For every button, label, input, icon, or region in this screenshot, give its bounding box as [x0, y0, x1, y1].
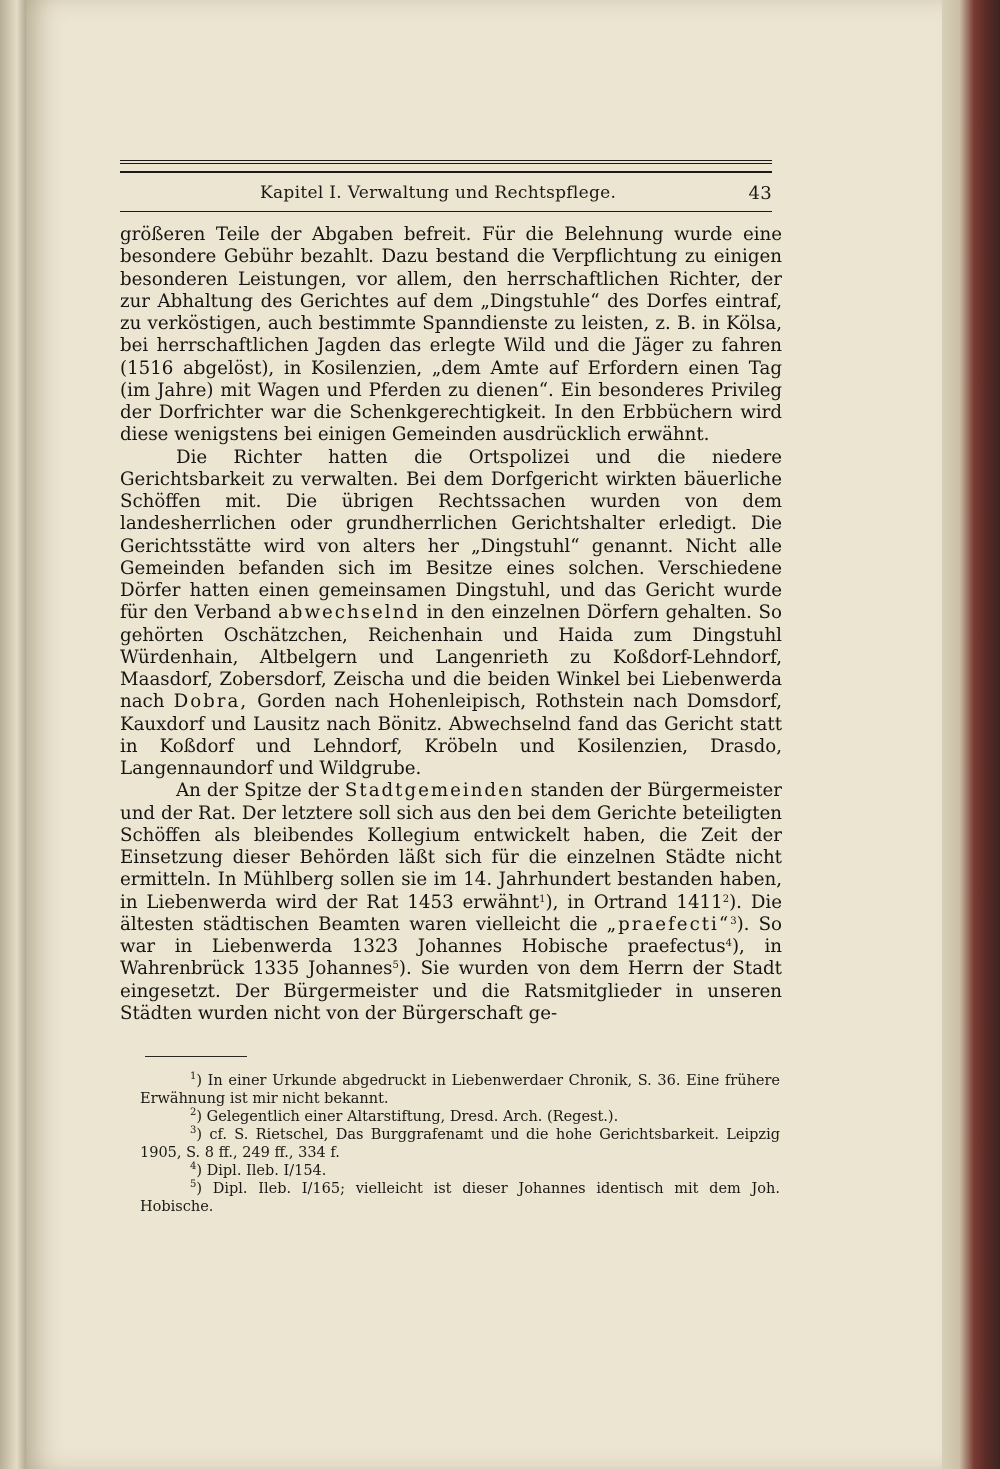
header-rule-bottom — [120, 211, 772, 212]
body-text — [120, 224, 782, 1025]
text-run: An der Spitze der — [176, 780, 339, 802]
text-run: ). So war in Liebenwerda 1323 Johannes Hobische praefectus — [120, 913, 782, 957]
spaced-word: „praefecti“ — [606, 913, 731, 935]
footnote-text: ) In einer Urkunde abgedruckt in Liebenwerdaer Chronik, S. 36. Eine frühere Erwähnung ist mir nicht bekannt. — [140, 1073, 780, 1107]
footnote-marker: 4 — [190, 1161, 197, 1172]
footnote-marker: 5 — [190, 1179, 197, 1190]
paragraph-3 — [120, 780, 782, 1025]
text-run: in den einzelnen Dörfern gehalten. So gehörten Oschätzchen, Reichenhain und Haida zum Dingstuhl Würdenhain, Altbelgern und Langenrieth zu Koßdorf-Lehndorf, Maasdorf, Zobersdorf, Zeischa und die beiden Winkel bei Liebenwerda nach — [120, 602, 782, 713]
text-run: ). Die ältesten städtischen Beamten waren vielleicht die — [120, 891, 782, 935]
spaced-word: abwechselnd — [277, 602, 420, 624]
header-rule — [120, 171, 772, 173]
footnote-5 — [140, 1180, 780, 1216]
text-run: ), in Wahrenbrück 1335 Johannes — [120, 936, 782, 980]
header-row — [120, 181, 772, 211]
footnote-ref[interactable]: 4 — [725, 938, 732, 949]
footnote-text: ) Gelegentlich einer Altarstiftung, Dresd. Arch. (Regest.). — [196, 1109, 619, 1125]
page-number: 43 — [748, 183, 772, 204]
text-run: ), in Ortrand 1411 — [545, 891, 723, 913]
footnote-text: ) Dipl. Ileb. I/165; vielleicht ist dieser Johannes identisch mit dem Joh. Hobische. — [140, 1181, 780, 1215]
footnote-marker: 1 — [190, 1071, 197, 1082]
running-header — [120, 160, 772, 212]
footnote-3 — [140, 1126, 780, 1162]
text-run: Die Richter hatten die Ortspolizei und die niedere Gerichtsbarkeit zu verwalten. Bei dem Dorfgericht wirkten bäuerliche Schöffen mit. Die übrigen Rechtssachen wurden von dem landesherrlichen oder grundherrlichen Gerichtshalter erledigt. Die Gerichtsstätte wird von alters her „Dingstuhl“ genannt. Nicht alle Gemeinden befanden sich im Besitze eines solchen. Verschiedene Dörfer hatten einen gemeinsamen Dingstuhl, und das Gericht wurde für den Verband — [120, 446, 782, 624]
text-run: standen der Bürgermeister und der Rat. Der letztere soll sich aus den bei dem Gerichte beteiligten Schöffen als bleibendes Kollegium entwickelt haben, die Zeit der Einsetzung dieser Behörden läßt sich für die einzelnen Städte nicht ermitteln. In Mühlberg sollen sie im 14. Jahrhundert bestanden haben, in Liebenwerda wird der Rat 1453 erwähnt — [120, 780, 782, 913]
footnote-rule — [145, 1056, 247, 1057]
text-run: Gorden nach Hohenleipisch, Rothstein nach Domsdorf, Kauxdorf und Lausitz nach Bönitz. Abwechselnd fand das Gericht statt in Koßdorf und Lehndorf, Kröbeln und Kosilenzien, Drasdo, Langennaundorf und Wildgrube. — [120, 691, 782, 779]
spaced-word: Dobra, — [173, 691, 249, 713]
footnote-ref[interactable]: 1 — [539, 893, 546, 905]
footnote-1 — [140, 1072, 780, 1108]
running-title: Kapitel I. Verwaltung und Rechtspflege. — [260, 183, 617, 203]
book-fore-edge — [942, 0, 1000, 1469]
paragraph-2 — [120, 447, 782, 781]
spaced-word: Stadtgemeinden — [344, 780, 525, 802]
footnote-2 — [140, 1108, 780, 1126]
footnote-4 — [140, 1162, 780, 1180]
paragraph-1: größeren Teile der Abgaben befreit. Für die Belehnung wurde eine besondere Gebühr bezahlt. Dazu bestand die Verpflichtung zu einigen besonderen Leistungen, vor allem, den herrschaftlichen Richter, der zur Abhaltung des Gerichtes auf dem „Dingstuhle“ des Dorfes eintraf, zu verköstigen, auch bestimmte Spanndienste zu leisten, z. B. in Kölsa, bei herrschaftlichen Jagden das erlegte Wild und die Jäger zu fahren (1516 abgelöst), in Kosilenzien, „dem Amte auf Erfordern einen Tag (im Jahre) mit Wagen und Pferden zu dienen“. Ein besonderes Privileg der Dorfrichter war die Schenkgerechtigkeit. In den Erbbüchern wird diese wenigstens bei einigen Gemeinden ausdrücklich erwähnt. — [120, 224, 782, 446]
footnote-marker: 2 — [190, 1107, 197, 1118]
footnote-marker: 3 — [190, 1125, 197, 1136]
footnote-ref[interactable]: 5 — [392, 960, 399, 972]
text-run: ). Sie wurden von dem Herrn der Stadt eingesetzt. Der Bürgermeister und die Ratsmitglieder in unseren Städten wurden nicht von der Bürgerschaft ge- — [120, 958, 782, 1024]
footnote-text: ) cf. S. Rietschel, Das Burggrafenamt und die hohe Gerichtsbarkeit. Leipzig 1905, S. 8 ff., 249 ff., 334 f. — [140, 1127, 780, 1161]
footnote-ref[interactable]: 2 — [722, 893, 730, 905]
footnote-text: ) Dipl. Ileb. I/154. — [196, 1163, 327, 1179]
footnote-ref[interactable]: 3 — [730, 915, 737, 927]
footnotes — [140, 1072, 780, 1216]
